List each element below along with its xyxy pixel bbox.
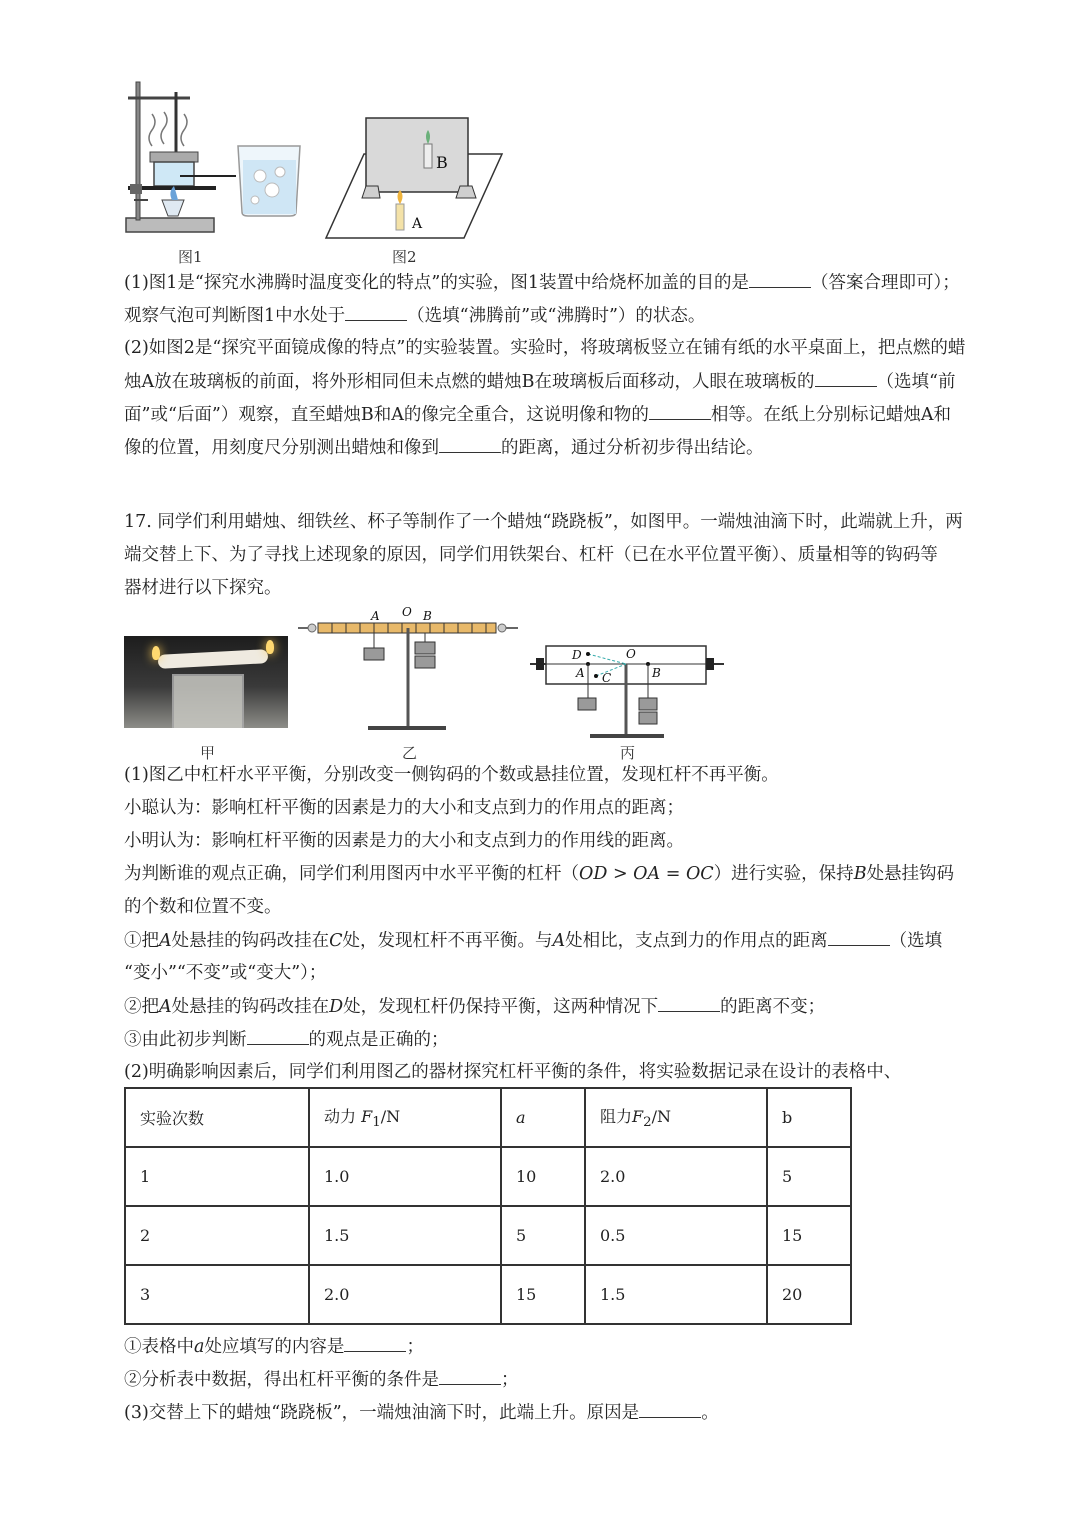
q16-line-4: 烛A放在玻璃板的前面，将外形相同但未点燃的蜡烛B在玻璃板后面移动，人眼在玻璃板的 （选填“前 [124, 372, 956, 392]
answer-blank[interactable] [345, 304, 407, 321]
figure-2-caption: 图2 [392, 248, 417, 266]
answer-blank[interactable] [658, 995, 720, 1012]
table-cell: 3 [125, 1265, 309, 1324]
q17-s7: “变小”“不变”或“变大”）； [124, 963, 327, 983]
table-cell: 5 [501, 1206, 585, 1265]
table-cell: 20 [767, 1265, 851, 1324]
table-cell: 1.5 [585, 1265, 767, 1324]
header-force-1: 动力 $F_1/N$ [309, 1088, 501, 1147]
table-cell: 10 [501, 1147, 585, 1206]
figure-1-boiling-apparatus [120, 76, 310, 246]
answer-blank[interactable] [439, 1368, 501, 1385]
table-header-row [125, 1088, 851, 1147]
q16-line-3: (2)如图2是“探究平面镜成像的特点”的实验装置。实验时，将玻璃板竖立在铺有纸的水平桌面上，把点燃的蜡 [124, 338, 966, 358]
q17-intro-3: 器材进行以下探究。 [124, 578, 282, 598]
answer-blank[interactable] [247, 1028, 309, 1045]
table-cell: 1 [125, 1147, 309, 1206]
q17-a2: ②分析表中数据，得出杠杆平衡的条件是 ； [124, 1370, 519, 1390]
candle-a-label: A [412, 216, 423, 232]
lever-point-o: O [402, 605, 412, 619]
bing-point-o: O [626, 647, 636, 661]
answer-blank[interactable] [639, 1401, 701, 1418]
q17-s5: 的个数和位置不变。 [124, 897, 282, 917]
answer-blank[interactable] [815, 370, 877, 387]
table-cell: 5 [767, 1147, 851, 1206]
answer-blank[interactable] [649, 403, 711, 420]
answer-blank[interactable] [439, 436, 501, 453]
q17-a3: (3)交替上下的蜡烛“跷跷板”，一端烛油滴下时，此端上升。原因是 。 [124, 1403, 719, 1423]
figure-bing-lever [530, 636, 726, 744]
q17-s6: ①把A处悬挂的钩码改挂在C处，发现杠杆不再平衡。与A处相比，支点到力的作用点的距离 （选填 [124, 931, 943, 951]
bing-point-d: D [572, 648, 582, 662]
figure-1-caption: 图1 [178, 248, 203, 266]
answer-blank[interactable] [749, 271, 811, 288]
bing-point-c: C [602, 671, 612, 685]
figure-jia-caption: 甲 [200, 744, 216, 762]
table-cell: 15 [501, 1265, 585, 1324]
answer-blank[interactable] [828, 929, 890, 946]
q17-s1: (1)图乙中杠杆水平平衡，分别改变一侧钩码的个数或悬挂位置，发现杠杆不再平衡。 [124, 765, 779, 785]
table-cell: 0.5 [585, 1206, 767, 1265]
bing-point-b: B [652, 666, 661, 680]
math-inequality: OD > OA = OC [579, 864, 714, 884]
header-b: b [767, 1088, 851, 1147]
header-force-2: 阻力$F_2/N$ [585, 1088, 767, 1147]
lever-point-b: B [423, 609, 432, 623]
figure-yi-lever [298, 604, 520, 740]
table-cell: 2.0 [309, 1265, 501, 1324]
table-row [125, 1206, 851, 1265]
q17-s9: ③由此初步判断 的观点是正确的； [124, 1030, 449, 1050]
table-cell: 1.0 [309, 1147, 501, 1206]
q16-line-1: (1)图1是“探究水沸腾时温度变化的特点”的实验，图1装置中给烧杯加盖的目的是 （答案合理即可）； [124, 273, 960, 293]
q17-s2: 小聪认为：影响杠杆平衡的因素是力的大小和支点到力的作用点的距离； [124, 798, 684, 818]
lever-point-a: A [371, 609, 380, 623]
experiment-data-table [124, 1087, 852, 1325]
table-cell: 1.5 [309, 1206, 501, 1265]
candle-seesaw-photo [124, 636, 288, 728]
q16-line-5: 面”或“后面”）观察，直至蜡烛B和A的像完全重合，这说明像和物的 相等。在纸上分别标记蜡烛A和 [124, 405, 951, 425]
figure-2-plane-mirror-setup [320, 112, 510, 242]
q17-a1: ①表格中a处应填写的内容是 ； [124, 1337, 424, 1357]
table-row [125, 1147, 851, 1206]
figure-bing-caption: 丙 [620, 744, 636, 762]
q16-line-2: 观察气泡可判断图1中水处于 （选填“沸腾前”或“沸腾时”）的状态。 [124, 306, 706, 326]
q17-s8: ②把A处悬挂的钩码改挂在D处，发现杠杆仍保持平衡，这两种情况下 的距离不变； [124, 997, 826, 1017]
q17-s4: 为判断谁的观点正确，同学们利用图丙中水平平衡的杠杆（OD > OA = OC）进行实验，保持B处悬挂钩码 [124, 864, 955, 884]
q17-s3: 小明认为：影响杠杆平衡的因素是力的大小和支点到力的作用线的距离。 [124, 831, 684, 851]
table-cell: 2 [125, 1206, 309, 1265]
q17-s10: (2)明确影响因素后，同学们利用图乙的器材探究杠杆平衡的条件，将实验数据记录在设计的表格中、 [124, 1062, 902, 1082]
header-trial: 实验次数 [125, 1088, 309, 1147]
table-cell: 2.0 [585, 1147, 767, 1206]
q17-intro-2: 端交替上下、为了寻找上述现象的原因，同学们用铁架台、杠杆（已在水平位置平衡）、质量相等的钩码等 [124, 545, 938, 565]
table-row [125, 1265, 851, 1324]
candle-b-label: B [436, 153, 448, 172]
bing-point-a: A [576, 666, 585, 680]
table-cell: 15 [767, 1206, 851, 1265]
answer-blank[interactable] [344, 1335, 406, 1352]
q17-intro-1: 17. 同学们利用蜡烛、细铁丝、杯子等制作了一个蜡烛“跷跷板”，如图甲。一端烛油滴下时，此端就上升，两 [124, 512, 963, 532]
figure-yi-caption: 乙 [402, 744, 418, 762]
header-a: a [501, 1088, 585, 1147]
q16-line-6: 像的位置，用刻度尺分别测出蜡烛和像到 的距离，通过分析初步得出结论。 [124, 438, 764, 458]
